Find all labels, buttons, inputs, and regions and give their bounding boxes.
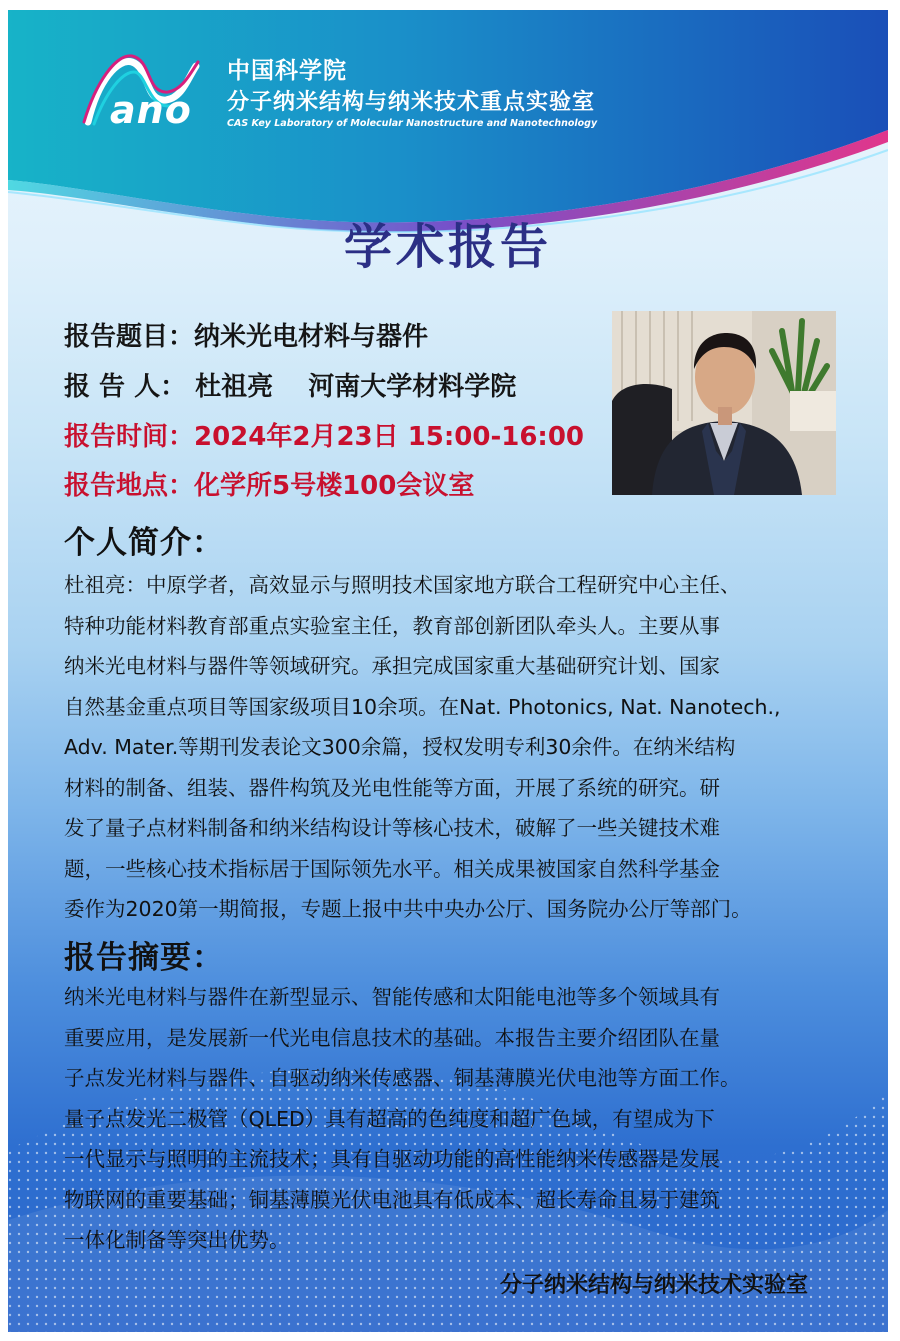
abstract-heading: 报告摘要： <box>64 940 224 976</box>
abstract-line: 纳米光电材料与器件在新型显示、智能传感和太阳能电池等多个领域具有 <box>64 985 720 1009</box>
poster <box>8 10 888 1332</box>
org-name-cn: 中国科学院 <box>227 58 347 84</box>
talk-speaker: 报 告 人： 杜祖亮 河南大学材料学院 <box>64 372 517 402</box>
talk-topic: 报告题目：纳米光电材料与器件 <box>64 322 429 352</box>
abstract-line: 一代显示与照明的主流技术；具有自驱动功能的高性能纳米传感器是发展 <box>64 1147 720 1171</box>
bio-heading: 个人简介： <box>64 525 224 561</box>
lab-name-cn: 分子纳米结构与纳米技术重点实验室 <box>227 90 596 115</box>
bio-line: 特种功能材料教育部重点实验室主任，教育部创新团队牵头人。主要从事 <box>64 613 720 638</box>
abstract-line: 子点发光材料与器件、自驱动纳米传感器、铜基薄膜光伏电池等方面工作。 <box>64 1066 741 1090</box>
lab-name-en: CAS Key Laboratory of Molecular Nanostructure and Nanotechnology <box>227 118 598 129</box>
page-title: 学术报告 <box>343 219 552 275</box>
bio-line: 杜祖亮：中原学者，高效显示与照明技术国家地方联合工程研究中心主任、 <box>64 573 741 597</box>
abstract-paragraph <box>64 977 864 1261</box>
bio-line: 自然基金重点项目等国家级项目10余项。在Nat. Photonics, Nat. Nanotech., <box>64 694 781 719</box>
talk-time: 报告时间：2024年2月23日 15:00-16:00 <box>64 422 585 452</box>
abstract-line: 量子点发光二极管（QLED）具有超高的色纯度和超广色域，有望成为下 <box>64 1106 715 1131</box>
bio-line: 委作为2020第一期简报，专题上报中共中央办公厅、国务院办公厅等部门。 <box>64 897 752 921</box>
abstract-line: 一体化制备等突出优势。 <box>64 1228 290 1252</box>
bio-line: Adv. Mater.等期刊发表论文300余篇，授权发明专利30余件。在纳米结构 <box>64 735 736 759</box>
abstract-line: 重要应用，是发展新一代光电信息技术的基础。本报告主要介绍团队在量 <box>64 1025 720 1050</box>
abstract-line: 物联网的重要基础；铜基薄膜光伏电池具有低成本、超长寿命且易于建筑 <box>64 1187 720 1212</box>
bio-paragraph <box>64 565 864 930</box>
bio-line: 题，一些核心技术指标居于国际领先水平。相关成果被国家自然科学基金 <box>64 856 720 881</box>
logo-wordmark: ano <box>110 88 192 132</box>
footer-lab-name: 分子纳米结构与纳米技术实验室 <box>499 1273 808 1298</box>
bio-line: 纳米光电材料与器件等领域研究。承担完成国家重大基础研究计划、国家 <box>64 654 720 678</box>
speaker-photo <box>612 311 836 495</box>
talk-venue: 报告地点：化学所5号楼100会议室 <box>64 471 475 501</box>
bio-line: 材料的制备、组装、器件构筑及光电性能等方面，开展了系统的研究。研 <box>64 775 720 800</box>
bio-line: 发了量子点材料制备和纳米结构设计等核心技术，破解了一些关键技术难 <box>64 816 720 840</box>
